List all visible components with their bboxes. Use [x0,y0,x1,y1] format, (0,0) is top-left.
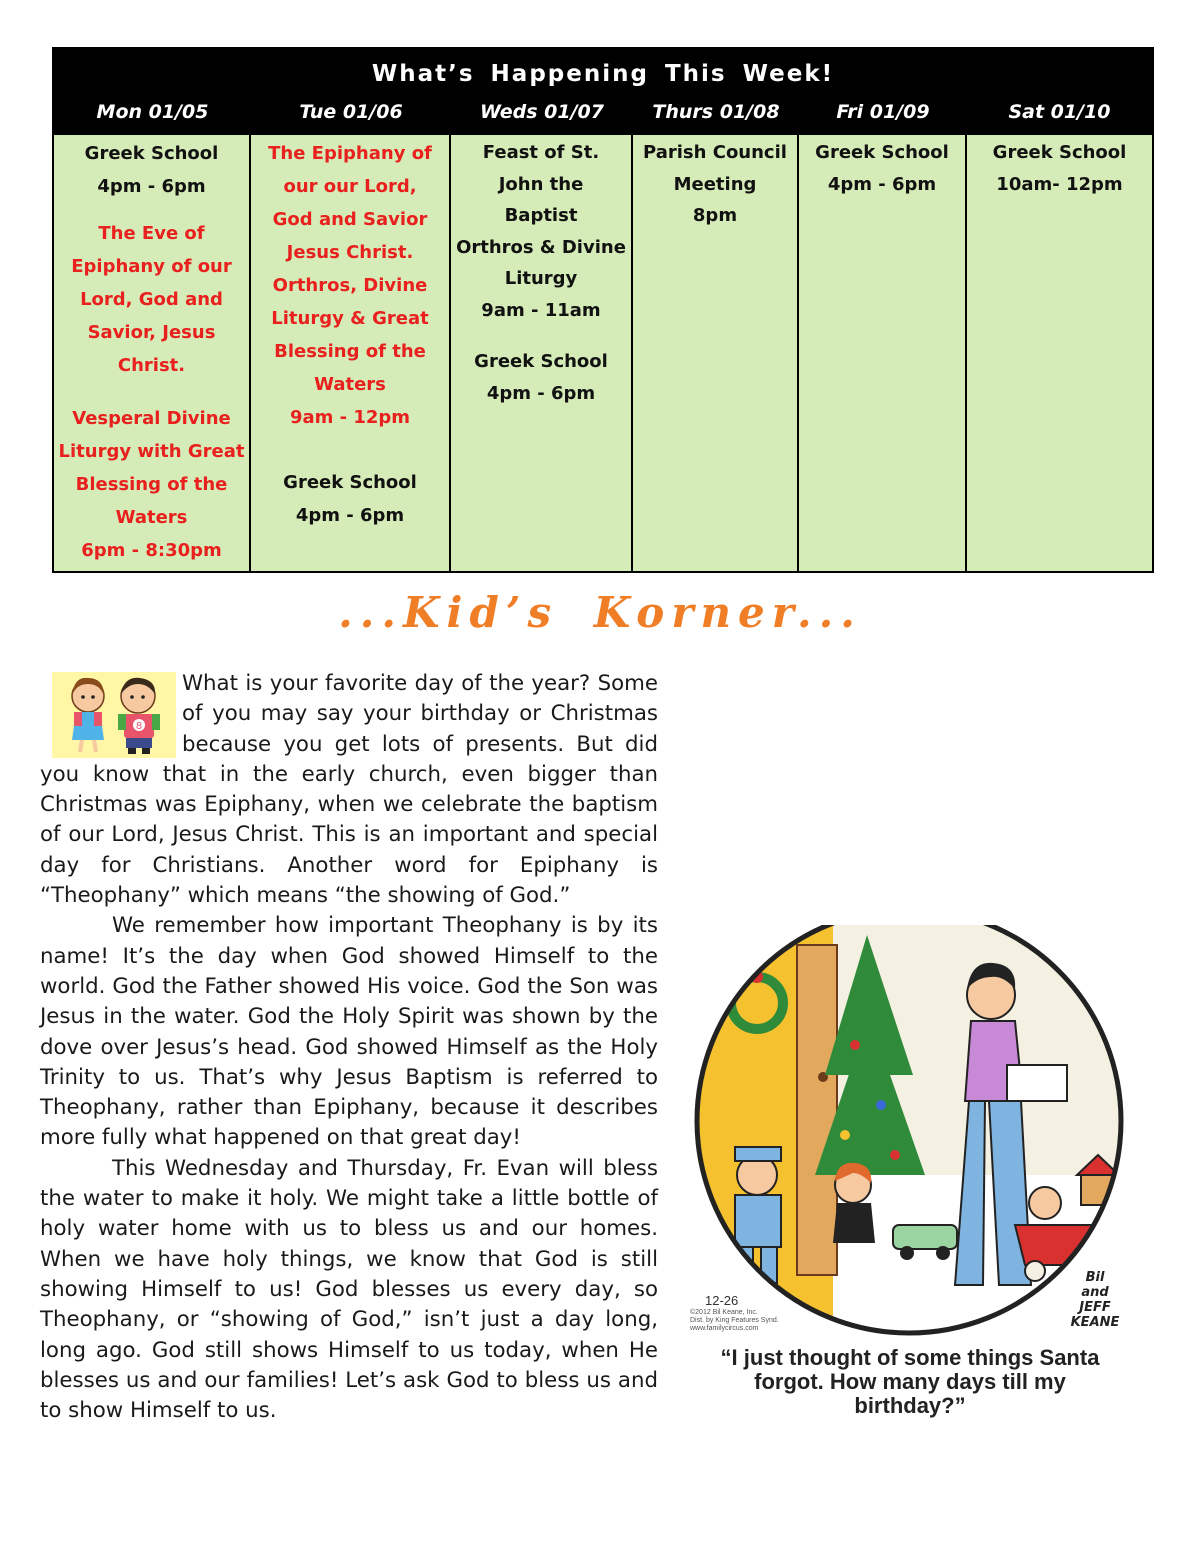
event-time: 6pm - 8:30pm [81,540,222,561]
event-name: The Eve of Epiphany of our Lord, God and Savior, Jesus Christ. [71,223,232,376]
kids-korner-title: ...Kid’s Korner... [338,588,862,637]
day-cell-mon [54,135,251,571]
event-name: The Epiphany of our our Lord, God and Savior Jesus Christ. [268,143,432,263]
day-header-sat: Sat 01/10 [967,89,1152,135]
day-cell-sat [967,135,1152,571]
comic-credit [690,1309,779,1333]
signature-line: Bil [1085,1270,1105,1285]
svg-text:8: 8 [135,721,143,732]
comic-caption: “I just thought of some things Santa forgot. How many days till my birthday?” [720,1345,1100,1418]
event-time: 9am - 11am [481,299,601,321]
signature-line: KEANE [1070,1315,1120,1330]
day-cell-fri [799,135,967,571]
event-time: 8pm [692,205,738,226]
day-cell-tue [251,135,451,571]
comic-credit-line: ©2012 Bil Keane, Inc. [690,1309,758,1316]
event-name: Greek School [84,143,219,164]
schedule-title: What’s Happening This Week! [54,49,1152,89]
day-cell-wed [451,135,633,571]
event-time: 4pm - 6pm [486,382,596,404]
event-time: 4pm - 6pm [97,176,206,197]
event-time: 9am - 12pm [289,407,411,428]
event-time: 4pm - 6pm [827,173,937,195]
event-name: Orthros & Divine Liturgy [456,236,626,289]
event-name: Greek School [474,351,608,372]
event-time: 10am- 12pm [996,173,1123,195]
day-cell-thu [633,135,799,571]
event-time: 4pm - 6pm [295,505,405,526]
event-name: Greek School [283,472,417,493]
day-header-wed: Weds 01/07 [451,89,633,135]
event-name: Greek School [815,142,949,163]
event-name: Vesperal Divine Liturgy with Great Blessing of the Waters [58,408,245,528]
comic-credit-line: www.familycircus.com [690,1325,759,1332]
comic-credit-line: Dist. by King Features Synd. [690,1317,779,1324]
day-header-tue: Tue 01/06 [251,89,451,135]
day-header-mon: Mon 01/05 [54,89,251,135]
article-paragraph: We remember how important Theophany is by its name! It’s the day when God showed Himself to the world. God the Father showed His voice. God the Son was Jesus in the water. God the Holy Spirit was shown by the dove over Jesus’s head. God showed Himself as the Holy Trinity to us. That’s why Jesus Baptism is referred to Theophany, rather than Epiphany, because it describes more fully what happened on that great day! [40,913,658,1151]
signature-line: and [1081,1285,1109,1300]
event-name: Parish Council Meeting [643,142,787,195]
article-paragraph: This Wednesday and Thursday, Fr. Evan will bless the water to make it holy. We might take a little bottle of holy water home with us to bless us and our homes. When we have holy things, we know that God is still showing Himself to us! God blesses us every day, so Theophany, or “showing of God,” isn’t just a day long, long ago. God still shows Himself to us today, when He blesses us and our families! Let’s ask God to bless us and to show Himself to us. [40,1155,658,1424]
day-header-fri: Fri 01/09 [799,89,967,135]
signature-line: JEFF [1079,1300,1111,1315]
event-name: Feast of St. John the Baptist [482,142,600,226]
event-name: Greek School [992,142,1127,163]
comic-signature [1060,1270,1130,1330]
kids-article [40,669,658,1426]
article-paragraph: What is your favorite day of the year? Some of you may say your birthday or Christmas because you get lots of presents. But did you know that in the early church, even bigger than Christmas was Epiphany, when we celebrate the baptism of our Lord, Jesus Christ. This is an important and special day for Christians. Another word for Epiphany is “Theophany” which means “the showing of God.” [40,671,658,909]
day-header-thu: Thurs 01/08 [633,89,799,135]
comic-date: 12-26 [705,1293,739,1308]
weekly-schedule [52,47,1154,573]
event-name: Orthros, Divine Liturgy & Great Blessing of the Waters [271,275,429,395]
